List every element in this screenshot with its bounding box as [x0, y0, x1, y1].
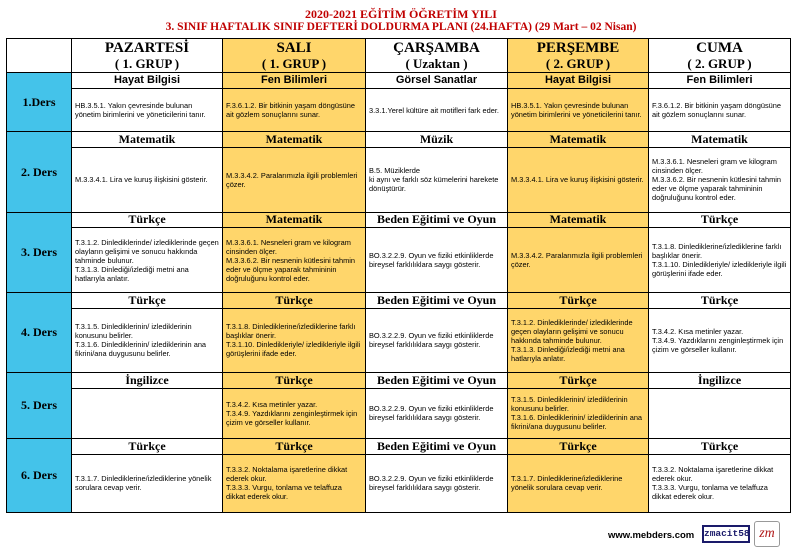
outcome-text: BO.3.2.2.9. Oyun ve fiziki etkinliklerde bireysel farklılıklara saygı gösterir.: [369, 474, 494, 493]
outcome-text: T.3.1.7. Dinlediklerine/izlediklerine yönelik sorulara cevap verir.: [75, 474, 212, 493]
day-header-row: [7, 39, 791, 73]
day-group: ( 2. GRUP ): [687, 55, 752, 71]
outcome-text: B.5. Müziklerde ki aynı ve farklı söz kümelerini harekete dönüştürür.: [369, 166, 499, 194]
subject-cell: Türkçe: [223, 373, 366, 389]
subject-cell: Matematik: [508, 212, 649, 228]
outcome-cell: [223, 148, 366, 213]
subject-cell: Müzik: [366, 132, 508, 148]
subject-cell: Hayat Bilgisi: [508, 73, 649, 89]
period-label: 5. Ders: [7, 373, 72, 439]
subject-cell: Türkçe: [223, 438, 366, 454]
subject-row: [7, 373, 791, 389]
outcome-cell: [366, 148, 508, 213]
day-name: PERŞEMBE: [536, 40, 620, 56]
outcome-row: [7, 88, 791, 132]
outcome-text: M.3.3.4.1. Lira ve kuruş ilişkisini gösterir.: [75, 175, 208, 185]
outcome-cell: [508, 388, 649, 438]
day-header-wednesday: [366, 39, 508, 73]
day-header-friday: [649, 39, 791, 73]
outcome-text: M.3.3.4.1. Lira ve kuruş ilişkisini gösterir.: [511, 175, 644, 185]
period-label: 3. Ders: [7, 212, 72, 292]
outcome-text: T.3.4.2. Kısa metinler yazar. T.3.4.9. Yazdıklarını zenginleştirmek için çizim ve görseller kullanır.: [226, 399, 358, 427]
outcome-text: 3.3.1.Yerel kültüre ait motifleri fark eder.: [369, 105, 499, 115]
outcome-row: [7, 308, 791, 373]
subject-cell: İngilizce: [649, 373, 791, 389]
period-label: 2. Ders: [7, 132, 72, 212]
day-group: ( 1. GRUP ): [261, 55, 327, 71]
day-name: CUMA: [696, 40, 743, 56]
plan-week-title: 3. SINIF HAFTALIK SINIF DEFTERİ DOLDURMA PLANI (24.HAFTA) (29 Mart – 02 Nisan): [165, 21, 637, 33]
subject-cell: Türkçe: [649, 292, 791, 308]
subject-cell: Türkçe: [72, 292, 223, 308]
subject-cell: Türkçe: [72, 438, 223, 454]
subject-cell: Fen Bilimleri: [223, 73, 366, 89]
outcome-row: [7, 454, 791, 513]
subject-cell: İngilizce: [72, 373, 223, 389]
author-logo: zmacit58: [702, 525, 750, 543]
outcome-text: T.3.3.2. Noktalama işaretlerine dikkat ederek okur. T.3.3.3. Vurgu, tonlama ve telaffuza dikkat ederek okur.: [226, 465, 348, 502]
outcome-cell: [508, 454, 649, 513]
period-label: 4. Ders: [7, 292, 72, 372]
outcome-cell: [72, 228, 223, 293]
subject-row: [7, 438, 791, 454]
corner-cell: [7, 39, 72, 73]
outcome-cell: [223, 88, 366, 132]
subject-row: [7, 292, 791, 308]
outcome-text: T.3.3.2. Noktalama işaretlerine dikkat ederek okur. T.3.3.3. Vurgu, tonlama ve telaffuza dikkat ederek okur.: [652, 465, 774, 502]
outcome-text: T.3.1.8. Dinlediklerine/izlediklerine farklı başlıklar önerir. T.3.1.10. Dinledikleriyle/ izledikleriyle ilgili görüşlerini ifade eder.: [652, 242, 787, 279]
subject-cell: Türkçe: [508, 438, 649, 454]
period-label: 1.Ders: [7, 73, 72, 132]
outcome-cell: [649, 148, 791, 213]
day-name: SALI: [276, 40, 312, 56]
outcome-text: BO.3.2.2.9. Oyun ve fiziki etkinliklerde bireysel farklılıklara saygı gösterir.: [369, 404, 494, 423]
site-link[interactable]: www.mebders.com: [608, 530, 695, 541]
subject-cell: Beden Eğitimi ve Oyun: [366, 292, 508, 308]
outcome-text: F.3.6.1.2. Bir bitkinin yaşam döngüsüne ait gözlem sonuçlarını sunar.: [652, 101, 781, 120]
outcome-text: T.3.1.2. Dinlediklerinde/ izlediklerinde geçen olayların gelişimi ve sonucu hakkında tahminde bulunur. T.3.1.3. Dinlediği/izlediği metni ana hatlarıyla anlatır.: [75, 237, 219, 283]
subject-cell: Türkçe: [223, 292, 366, 308]
day-name: ÇARŞAMBA: [393, 40, 480, 56]
subject-row: [7, 132, 791, 148]
outcome-cell: [649, 454, 791, 513]
outcome-cell: [223, 388, 366, 438]
outcome-cell: [72, 88, 223, 132]
outcome-cell: [508, 148, 649, 213]
outcome-cell: [72, 454, 223, 513]
outcome-text: HB.3.5.1. Yakın çevresinde bulunan yönetim birimlerini ve yöneticilerini tanır.: [75, 101, 206, 120]
day-group: ( 1. GRUP ): [114, 55, 180, 71]
outcome-cell: [366, 388, 508, 438]
outcome-text: HB.3.5.1. Yakın çevresinde bulunan yönetim birimlerini ve yöneticilerini tanır.: [511, 101, 642, 120]
outcome-text: M.3.3.4.2. Paralarımızla ilgili problemleri çözer.: [511, 251, 643, 270]
subject-cell: Türkçe: [72, 212, 223, 228]
subject-row: [7, 212, 791, 228]
outcome-text: BO.3.2.2.9. Oyun ve fiziki etkinliklerde bireysel farklılıklara saygı gösterir.: [369, 251, 494, 270]
day-group: ( Uzaktan ): [405, 55, 468, 71]
outcome-row: [7, 388, 791, 438]
subject-cell: Beden Eğitimi ve Oyun: [366, 438, 508, 454]
outcome-cell: [223, 228, 366, 293]
outcome-cell: [649, 308, 791, 373]
outcome-row: [7, 228, 791, 293]
subject-cell: Matematik: [223, 212, 366, 228]
subject-cell: Hayat Bilgisi: [72, 73, 223, 89]
subject-cell: Görsel Sanatlar: [366, 73, 508, 89]
outcome-text: F.3.6.1.2. Bir bitkinin yaşam döngüsüne ait gözlem sonuçlarını sunar.: [226, 101, 355, 120]
outcome-text: T.3.4.2. Kısa metinler yazar. T.3.4.9. Yazdıklarını zenginleştirmek için çizim ve görseller kullanır.: [652, 326, 784, 354]
subject-cell: Türkçe: [649, 212, 791, 228]
outcome-cell: [223, 454, 366, 513]
outcome-text: T.3.1.7. Dinlediklerine/izlediklerine yönelik sorulara cevap verir.: [511, 474, 623, 493]
weekly-plan-table: [6, 38, 791, 513]
outcome-cell: [649, 388, 791, 438]
day-header-monday: [72, 39, 223, 73]
outcome-cell: [366, 308, 508, 373]
day-group: ( 2. GRUP ): [545, 55, 611, 71]
subject-row: [7, 73, 791, 89]
subject-cell: Matematik: [508, 132, 649, 148]
plan-year-title: 2020-2021 EĞİTİM ÖĞRETİM YILI: [305, 7, 497, 21]
subject-cell: Türkçe: [508, 292, 649, 308]
subject-cell: Türkçe: [649, 438, 791, 454]
outcome-cell: [366, 454, 508, 513]
outcome-cell: [508, 308, 649, 373]
subject-cell: Matematik: [649, 132, 791, 148]
outcome-text: M.3.3.4.2. Paralarımızla ilgili problemleri çözer.: [226, 170, 358, 189]
outcome-text: T.3.1.5. Dinlediklerinin/ izlediklerinin konusunu belirler. T.3.1.6. Dinlediklerinin/ izlediklerinin ana fikrini/ana duygusunu belirler.: [511, 395, 643, 432]
outcome-cell: [72, 308, 223, 373]
outcome-cell: [508, 88, 649, 132]
outcome-cell: [72, 388, 223, 438]
outcome-text: T.3.1.2. Dinlediklerinde/ izlediklerinde geçen olayların gelişimi ve sonucu hakkında tahminde bulunur. T.3.1.3. Dinlediği/izlediği metni ana hatlarıyla anlatır.: [511, 317, 633, 363]
day-header-thursday: [508, 39, 649, 73]
period-label: 6. Ders: [7, 438, 72, 512]
outcome-cell: [649, 228, 791, 293]
outcome-text: BO.3.2.2.9. Oyun ve fiziki etkinliklerde bireysel farklılıklara saygı gösterir.: [369, 331, 494, 350]
outcome-text: M.3.3.6.1. Nesneleri gram ve kilogram cinsinden ölçer. M.3.3.6.2. Bir nesnenin kütlesini tahmin eder ve ölçme yaparak tahmininin doğruluğunu kontrol eder.: [652, 157, 781, 203]
outcome-row: [7, 148, 791, 213]
day-name: PAZARTESİ: [104, 40, 190, 56]
subject-cell: Beden Eğitimi ve Oyun: [366, 212, 508, 228]
outcome-text: T.3.1.8. Dinlediklerine/izlediklerine farklı başlıklar önerir. T.3.1.10. Dinledikleriyle/ izledikleriyle ilgili görüşlerini ifade eder.: [226, 322, 361, 359]
day-header-tuesday: [223, 39, 366, 73]
outcome-cell: [366, 228, 508, 293]
subject-cell: Matematik: [223, 132, 366, 148]
author-mark: zm: [754, 521, 780, 547]
subject-cell: Matematik: [72, 132, 223, 148]
outcome-cell: [508, 228, 649, 293]
subject-cell: Beden Eğitimi ve Oyun: [366, 373, 508, 389]
subject-cell: Fen Bilimleri: [649, 73, 791, 89]
outcome-cell: [366, 88, 508, 132]
outcome-cell: [649, 88, 791, 132]
outcome-cell: [72, 148, 223, 213]
outcome-cell: [223, 308, 366, 373]
outcome-text: M.3.3.6.1. Nesneleri gram ve kilogram cinsinden ölçer. M.3.3.6.2. Bir nesnenin kütlesini tahmin eder ve ölçme yaparak tahmininin doğruluğunu kontrol eder.: [226, 237, 355, 283]
subject-cell: Türkçe: [508, 373, 649, 389]
outcome-text: T.3.1.5. Dinlediklerinin/ izlediklerinin konusunu belirler. T.3.1.6. Dinlediklerinin/ izlediklerinin ana fikrini/ana duygusunu belirler.: [75, 322, 207, 359]
